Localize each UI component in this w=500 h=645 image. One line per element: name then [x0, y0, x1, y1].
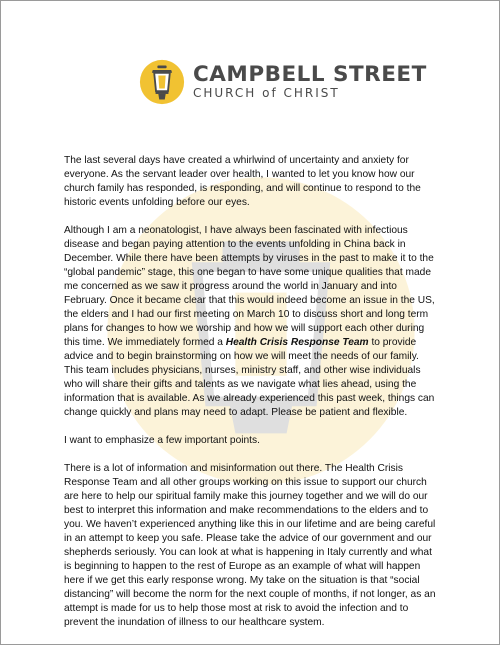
paragraph-background-text-b: to provide advice and to begin brainstorming on how we will meet the needs of our family. This team includes physicians, nurses, ministry staff, and other wise individuals who will share their gifts and talents as we navigate what lies ahead, using the information that is available. As we already experienced this past week, things can change quickly and plans may need to adapt. Please be patient and flexible.	[64, 337, 435, 418]
logo-title: CAMPBELL STREET	[193, 61, 427, 87]
health-crisis-team-emphasis: Health Crisis Response Team	[225, 337, 369, 348]
letter-body	[64, 154, 436, 644]
lantern-icon	[139, 59, 185, 105]
church-logo	[139, 59, 427, 105]
paragraph-background-text-a: Although I am a neonatologist, I have always been fascinated with infectious disease and began paying attention to the events unfolding in China back in December. While there have been attempts by viruses in the past to make it to the “global pandemic” stage, this one began to have some unique qualities that made me concerned as we saw it progress around the world in January and into February. Once it became clear that this would indeed become an issue in the US, the elders and I had our first meeting on March 10 to discuss short and long term plans for changes to how we worship and how we will support each other during this time. We immediately formed a	[64, 225, 435, 348]
paragraph-emphasis: I want to emphasize a few important points.	[64, 435, 260, 446]
paragraph-information: There is a lot of information and misinformation out there. The Health Crisis Response Team and all other groups working on this issue to support our church are here to help our spiritual family make this journey together and we will do our best to interpret this information and make recommendations to the elders and to you. We haven’t experienced anything like this in our lifetime and are being careful in an attempt to keep you safe. Please take the advice of our government and our shepherds seriously. You can look at what is happening in Italy currently and what is beginning to happen to the rest of Europe as an example of what will happen here if we get this early response wrong. My take on the situation is that “social distancing” will become the norm for the next couple of months, if not longer, as an attempt is made for us to help those most at risk to avoid the infection and to prevent the inundation of illness to our healthcare system.	[64, 463, 436, 628]
paragraph-background	[64, 224, 436, 420]
logo-text	[193, 61, 427, 101]
logo-subtitle: CHURCH of CHRIST	[193, 85, 340, 100]
paragraph-intro: The last several days have created a whirlwind of uncertainty and anxiety for everyone. As the servant leader over health, I wanted to let you know how our church family has responded, is responding, and will continue to respond to the historic events unfolding before our eyes.	[64, 155, 421, 208]
